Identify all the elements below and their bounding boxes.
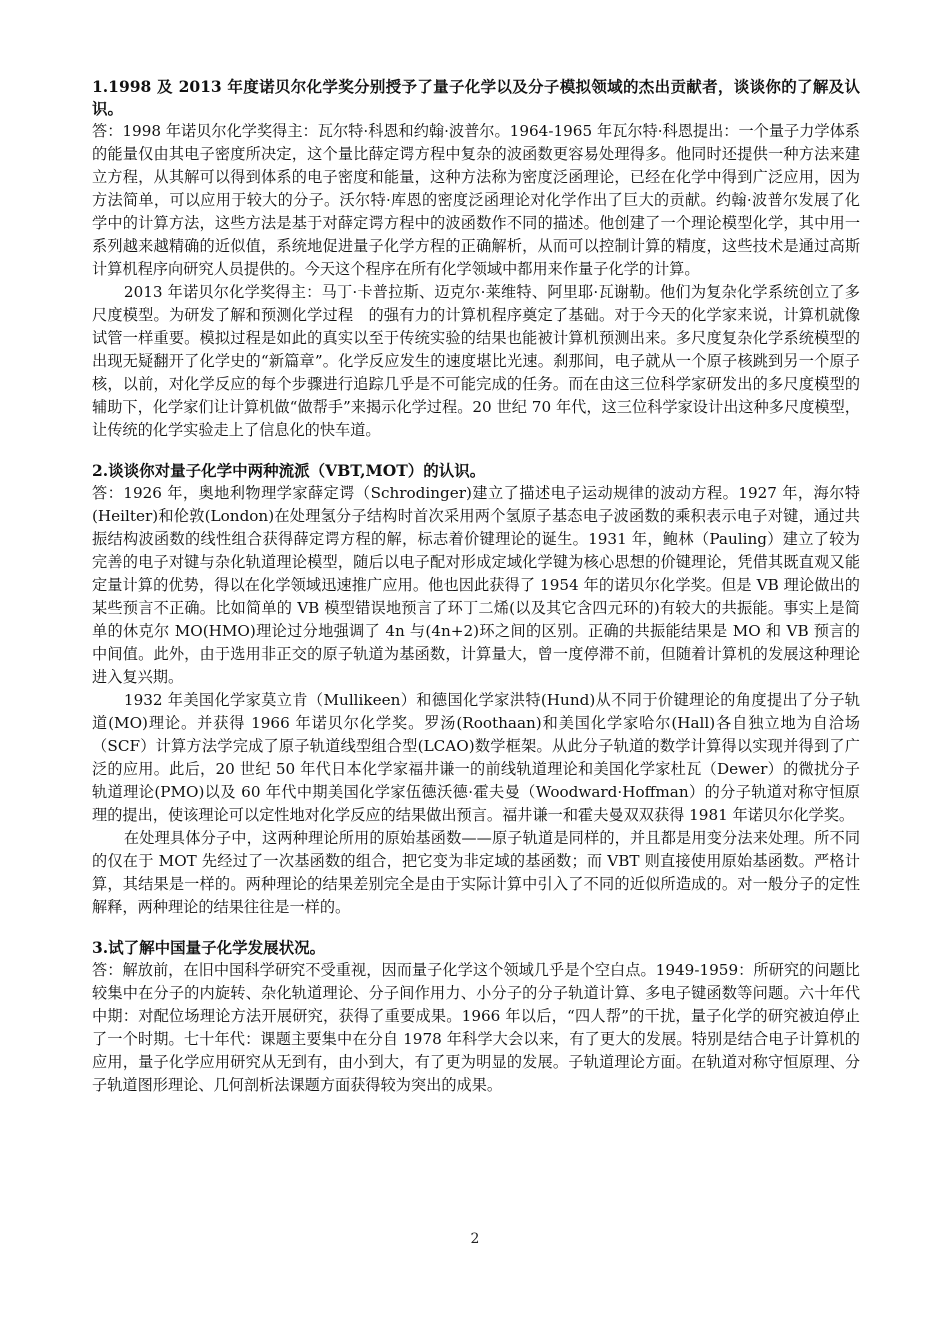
section-2-paragraph-2: 1932 年美国化学家莫立肯（Mullikeen）和德国化学家洪特(Hund)从不同于价键理论的角度提出了分子轨道(MO)理论。并获得 1966 年诺贝尔化学奖。罗汤(Roothaan)和美国化学家哈尔(Hall)各自独立地为自洽场（SCF）计算方法学完成了原子轨道线型组合型(LCAO)数学框架。从此分子轨道的数学计算得以实现并得到了广泛的应用。此后，20 世纪 50 年代日本化学家福井谦一的前线轨道理论和美国化学家杜瓦（Dewer）的微扰分子轨道理论(PMO)以及 60 年代中期美国化学家伍德沃德·霍夫曼（Woodward·Hoffman）的分子轨道对称守恒原理的提出，使该理论可以定性地对化学反应的结果做出预言。福井谦一和霍夫曼双双获得 1981 年诺贝尔化学奖。 (92, 691, 860, 824)
section-3-heading: 3.试了解中国量子化学发展状况。 (92, 938, 326, 957)
page-number: 2 (470, 1231, 480, 1247)
section-1-heading: 1.1998 及 2013 年度诺贝尔化学奖分别授予了量子化学以及分子模拟领域的杰出贡献者，谈谈你的了解及认识。 (92, 77, 860, 118)
section-3-paragraph-1: 答：解放前，在旧中国科学研究不受重视，因而量子化学这个领域几乎是个空白点。1949-1959：所研究的问题比较集中在分子的内旋转、杂化轨道理论、分子间作用力、小分子的分子轨道计算、多电子键函数等问题。六十年代中期：对配位场理论方法开展研究，获得了重要成果。1966 年以后，“四人帮”的干扰，量子化学的研究被迫停止了一个时期。七十年代：课题主要集中在分自 1978 年科学大会以来，有了更大的发展。特别是结合电子计算机的应用，量子化学应用研究从无到有，由小到大，有了更为明显的发展。子轨道理论方面。在轨道对称守恒原理、分子轨道图形理论、几何剖析法课题方面获得较为突出的成果。 (92, 961, 860, 1094)
section-2-paragraph-3: 在处理具体分子中，这两种理论所用的原始基函数——原子轨道是同样的，并且都是用变分法来处理。所不同的仅在于 MOT 先经过了一次基函数的组合，把它变为非定域的基函数；而 VBT 则直接使用原始基函数。严格计算，其结果是一样的。两种理论的结果差别完全是由于实际计算中引入了不同的近似所造成的。对一般分子的定性解释，两种理论的结果往往是一样的。 (92, 829, 860, 916)
section-3 (92, 937, 860, 1097)
section-2 (92, 460, 860, 919)
section-1-paragraph-2: 2013 年诺贝尔化学奖得主：马丁·卡普拉斯、迈克尔·莱维特、阿里耶·瓦谢勒。他们为复杂化学系统创立了多尺度模型。为研发了解和预测化学过程 的强有力的计算机程序奠定了基础。对于今天的化学家来说，计算机就像试管一样重要。模拟过程是如此的真实以至于传统实验的结果也能被计算机预测出来。多尺度复杂化学系统模型的出现无疑翻开了化学史的“新篇章”。化学反应发生的速度堪比光速。刹那间，电子就从一个原子核跳到另一个原子核，以前，对化学反应的每个步骤进行追踪几乎是不可能完成的任务。而在由这三位科学家研发出的多尺度模型的辅助下，化学家们让计算机做“做帮手”来揭示化学过程。20 世纪 70 年代，这三位科学家设计出这种多尺度模型，让传统的化学实验走上了信息化的快车道。 (92, 283, 860, 439)
section-2-paragraph-1: 答：1926 年，奥地利物理学家薛定谔（Schrodinger)建立了描述电子运动规律的波动方程。1927 年，海尔特(Heilter)和伦敦(London)在处理氢分子结构时首次采用两个氢原子基态电子波函数的乘积表示电子对键，通过共振结构波函数的线性组合获得薛定谔方程的解，标志着价键理论的诞生。1931 年，鲍林（Pauling）建立了较为完善的电子对键与杂化轨道理论模型，随后以电子配对形成定域化学键为核心思想的价键理论，凭借其既直观又能定量计算的优势，得以在化学领域迅速推广应用。他也因此获得了 1954 年的诺贝尔化学奖。但是 VB 理论做出的某些预言不正确。比如简单的 VB 模型错误地预言了环丁二烯(以及其它含四元环的)有较大的共振能。事实上是简单的休克尔 MO(HMO)理论过分地强调了 4n 与(4n+2)环之间的区别。正确的共振能结果是 MO 和 VB 预言的中间值。此外，由于选用非正交的原子轨道为基函数，计算量大，曾一度停滞不前，但随着计算机的发展这种理论进入复兴期。 (92, 484, 860, 686)
section-1-paragraph-1: 答：1998 年诺贝尔化学奖得主：瓦尔特·科恩和约翰·波普尔。1964-1965 年瓦尔特·科恩提出：一个量子力学体系的能量仅由其电子密度所决定，这个量比薛定谔方程中复杂的波函数更容易处理得多。他同时还提供一种方法来建立方程，从其解可以得到体系的电子密度和能量，这种方法称为密度泛函理论，已经在化学中得到广泛应用，因为方法简单，可以应用于较大的分子。沃尔特·库恩的密度泛函理论对化学作出了巨大的贡献。约翰·波普尔发展了化学中的计算方法，这些方法是基于对薛定谔方程中的波函数作不同的描述。他创建了一个理论模型化学，其中用一系列越来越精确的近似值，系统地促进量子化学方程的正确解析，从而可以控制计算的精度，这些技术是通过高斯计算机程序向研究人员提供的。今天这个程序在所有化学领域中都用来作量子化学的计算。 (92, 122, 860, 278)
section-1 (92, 76, 860, 442)
section-2-heading: 2.谈谈你对量子化学中两种流派（VBT,MOT）的认识。 (92, 461, 486, 480)
